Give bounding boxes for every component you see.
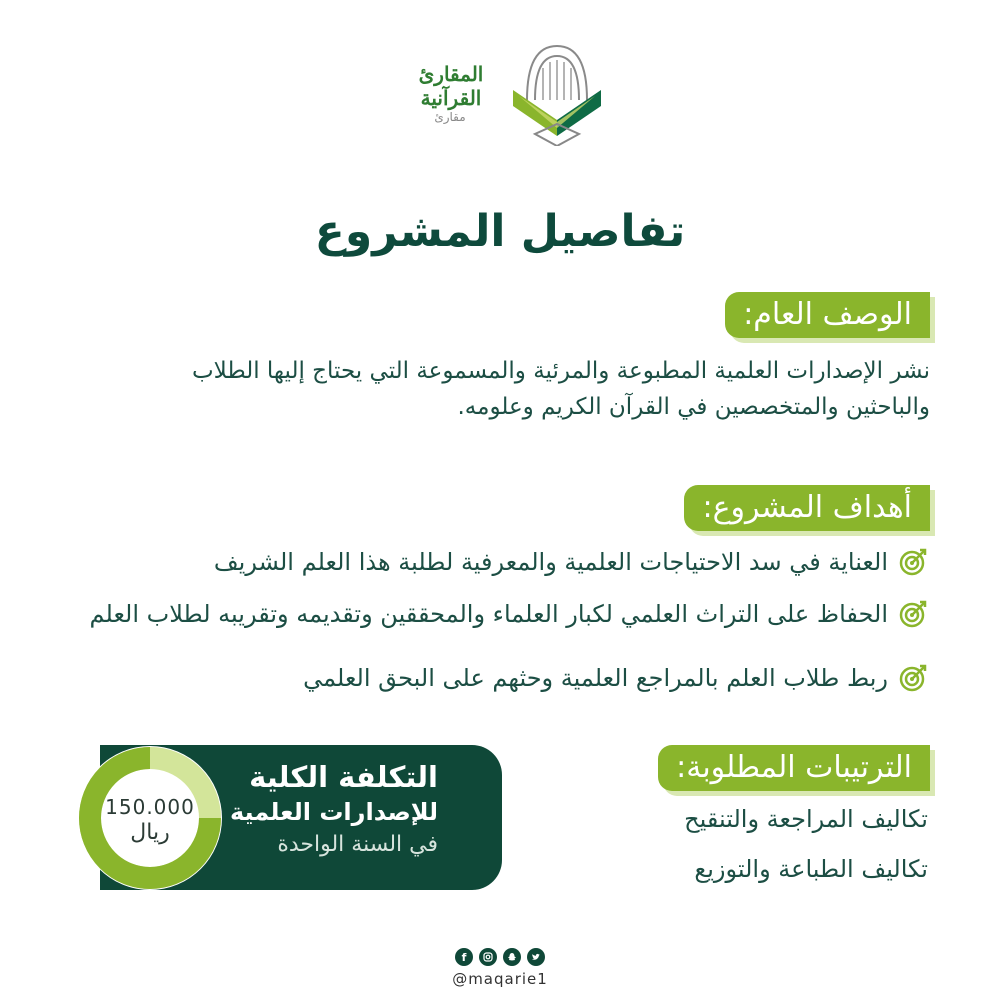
goals-heading: أهداف المشروع: [684,485,930,531]
social-handle[interactable]: @maqarie1 [452,970,548,988]
cost-period: في السنة الواحدة [277,832,438,857]
target-icon [898,599,928,629]
logo [395,38,610,146]
goal-text: ربط طلاب العلم بالمراجع العلمية وحثهم على البحق العلمي [303,664,888,692]
cost-subtitle: للإصدارات العلمية [229,798,438,826]
instagram-icon[interactable] [479,948,497,966]
cost-text-block [230,759,438,861]
general-description-heading: الوصف العام: [725,292,930,338]
cost-title: التكلفة الكلية [249,760,438,794]
arrangements-heading: الترتيبات المطلوبة: [658,745,930,791]
general-description-text: نشر الإصدارات العلمية المطبوعة والمرئية والمسموعة التي يحتاج إليها الطلاب والباحثين والمتخصصين في القرآن الكريم وعلومه. [191,358,930,420]
arrangement-item: تكاليف الطباعة والتوزيع [694,855,928,883]
twitter-icon[interactable] [527,948,545,966]
target-icon [898,547,928,577]
goal-text: العناية في سد الاحتياجات العلمية والمعرفية لطلبة هذا العلم الشريف [213,548,888,576]
snapchat-icon[interactable] [503,948,521,966]
facebook-icon[interactable]: f [455,948,473,966]
cost-currency: ريال [130,820,170,845]
logo-title: المقارئ القرآنية [418,62,484,110]
goal-item [58,542,928,582]
logo-subtitle: مقارئ [434,110,466,124]
social-icons [450,948,550,968]
goal-item [58,658,928,698]
goal-text: الحفاظ على التراث العلمي لكبار العلماء والمحققين وتقديمه وتقريبه لطلاب العلم [89,600,888,628]
arrangement-item: تكاليف المراجعة والتنقيح [684,805,928,833]
cost-amount: 150.000 [105,795,195,819]
page-title: تفاصيل المشروع [314,206,686,257]
goal-item [58,594,928,634]
target-icon [898,663,928,693]
